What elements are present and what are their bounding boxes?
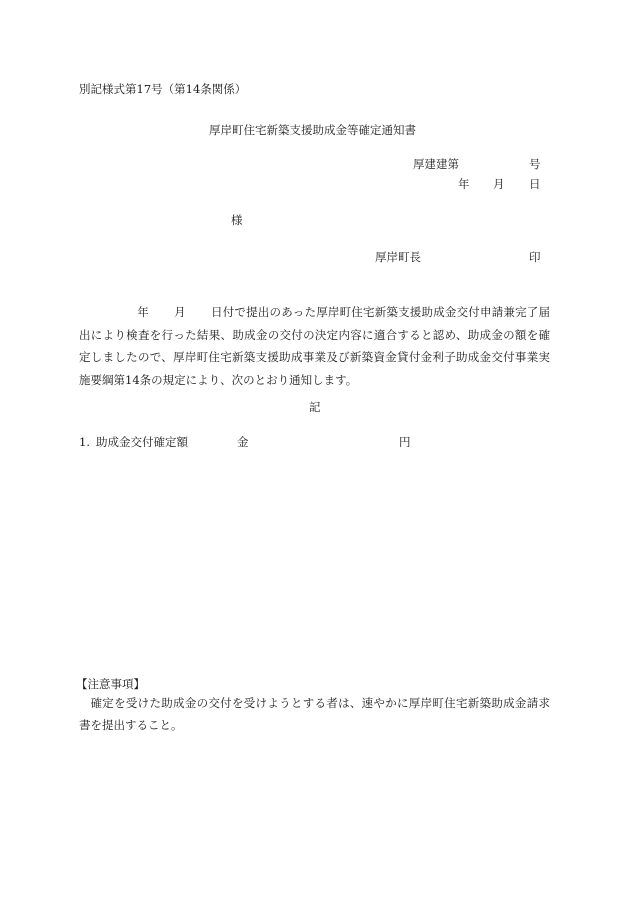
doc-number-suffix: 号 (529, 157, 541, 171)
document-title: 厚岸町住宅新築支援助成金等確定通知書 (209, 123, 416, 137)
seal-mark: 印 (529, 250, 541, 264)
recipient-honorific: 様 (231, 213, 243, 227)
notes-heading: 【注意事項】 (76, 677, 145, 691)
date-year-label: 年 (458, 177, 470, 191)
notification-body (79, 301, 550, 391)
amount-prefix: 金 (237, 435, 249, 449)
amount-unit: 円 (399, 435, 411, 449)
date-month-label: 月 (493, 177, 505, 191)
doc-number-prefix: 厚建建第 (413, 157, 459, 171)
form-reference: 別記様式第17号（第14条関係） (79, 82, 247, 96)
ki-heading: 記 (309, 400, 321, 414)
item-label: 助成金交付確定額 (96, 435, 188, 449)
item-number: 1. (79, 435, 90, 449)
body-month-label: 月 (173, 305, 186, 319)
sender-name: 厚岸町長 (375, 250, 421, 264)
body-text: 日付で提出のあった厚岸町住宅新築支援助成金交付申請兼完了届出により検査を行った結果、助成金の交付の決定内容に適合すると認め、助成金の額を確定しましたので、厚岸町住宅新築支援助成事業及び新築資金貸付金利子助成金交付事業実施要綱第14条の規定により、次のとおり通知します。 (79, 305, 551, 387)
notes-body: 確定を受けた助成金の交付を受けようとする者は、速やかに厚岸町住宅新築助成金請求書を提出すること。 (79, 696, 550, 732)
date-day-label: 日 (529, 177, 541, 191)
body-year-label: 年 (137, 305, 149, 319)
